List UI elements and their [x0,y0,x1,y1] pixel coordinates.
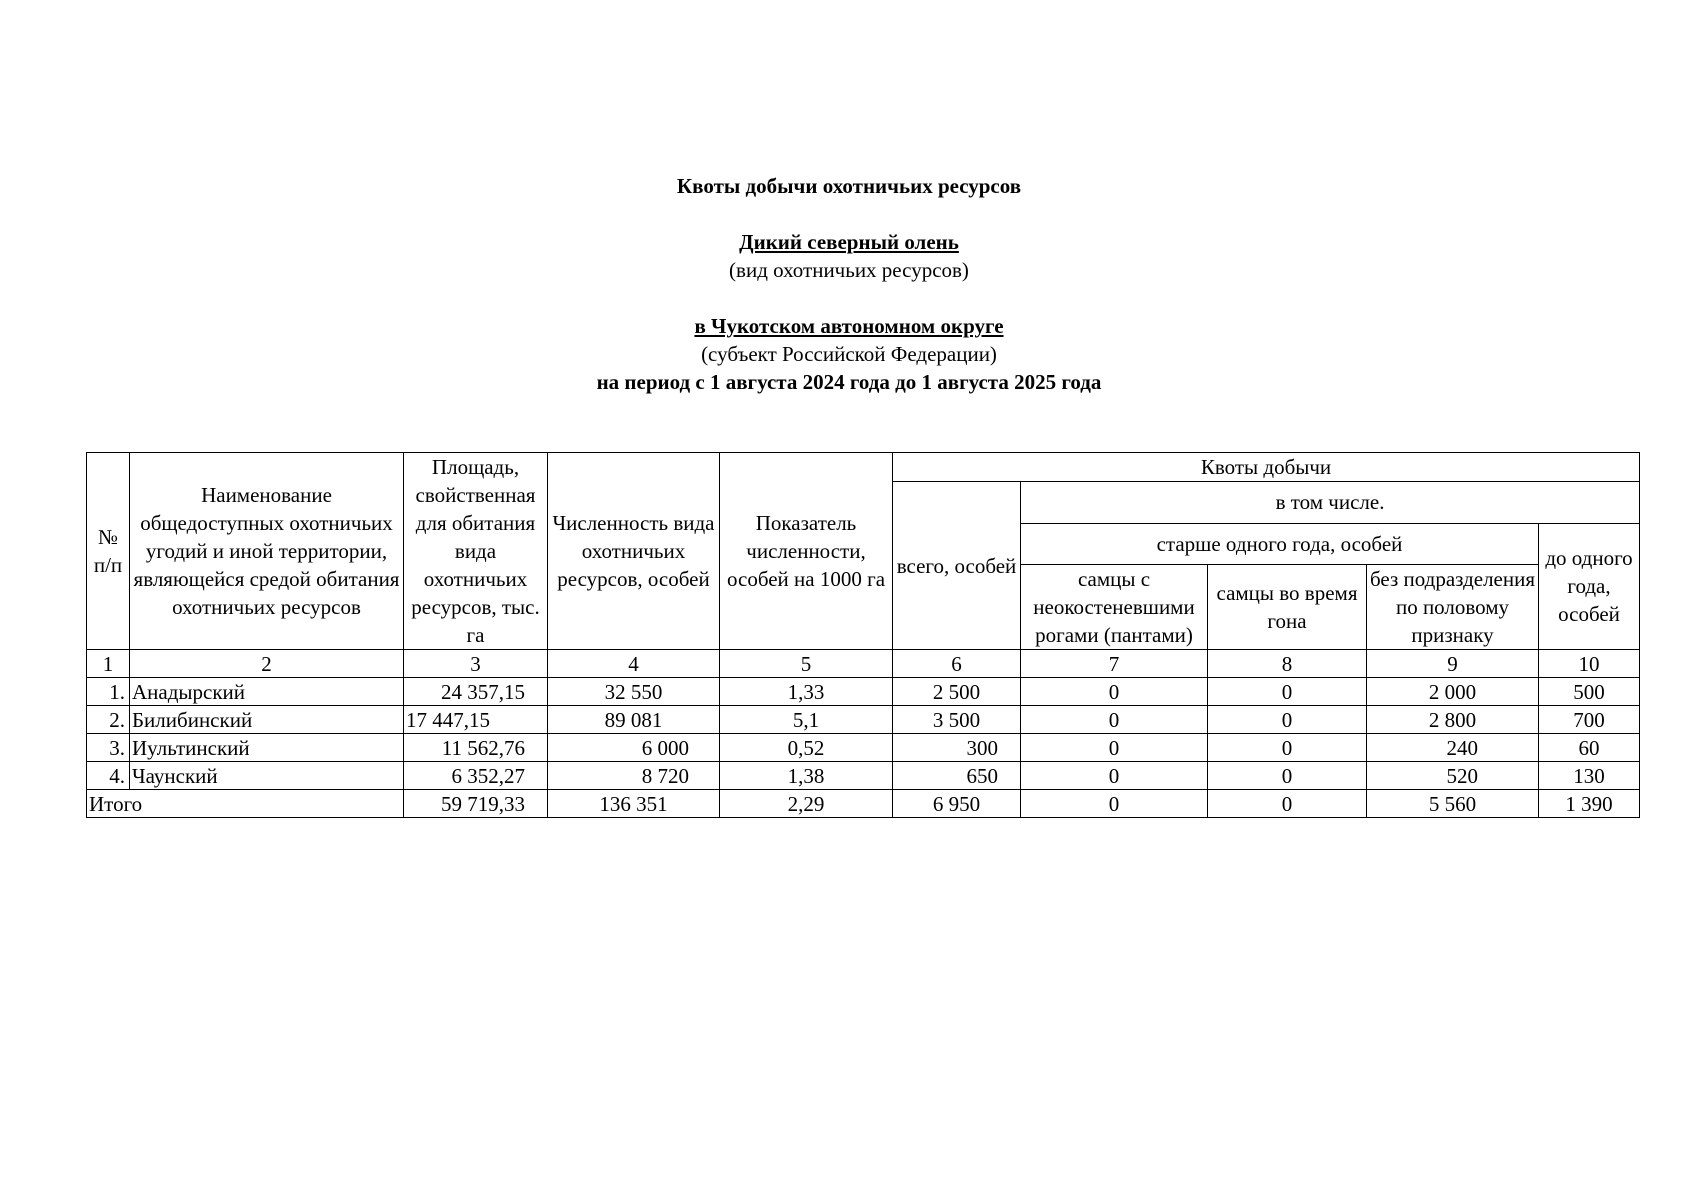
header-males-rut: самцы во время гона [1208,565,1367,650]
header-no-sex: без подразделения по половому признаку [1367,565,1539,650]
total-males-antlers: 0 [1021,790,1208,818]
row-under-one: 60 [1539,734,1640,762]
table-row [87,706,1640,734]
total-density: 2,29 [720,790,893,818]
row-num: 2. [87,706,130,734]
document-title: Квоты добычи охотничьих ресурсов [676,174,1022,198]
row-no-sex: 240 [1367,734,1539,762]
row-males-rut: 0 [1208,678,1367,706]
column-number: 8 [1208,650,1367,678]
row-area: 11 562,76 [404,734,548,762]
row-males-antlers: 0 [1021,734,1208,762]
row-name: Билибинский [130,706,404,734]
total-area: 59 719,33 [404,790,548,818]
header-quotas: Квоты добычи [893,453,1640,482]
row-males-rut: 0 [1208,706,1367,734]
row-density: 1,38 [720,762,893,790]
row-population: 6 000 [548,734,720,762]
row-males-antlers: 0 [1021,678,1208,706]
region-name: в Чукотском автономном округе [694,314,1004,338]
row-density: 0,52 [720,734,893,762]
row-num: 3. [87,734,130,762]
period-line: на период с 1 августа 2024 года до 1 августа 2025 года [596,370,1102,394]
row-total: 3 500 [893,706,1021,734]
row-males-antlers: 0 [1021,706,1208,734]
row-name: Чаунский [130,762,404,790]
column-number-row [87,650,1640,678]
species-name: Дикий северный олень [739,230,959,254]
table-row [87,762,1640,790]
row-name: Анадырский [130,678,404,706]
row-num: 1. [87,678,130,706]
document-header [0,172,1698,396]
row-density: 5,1 [720,706,893,734]
region-caption: (субъект Российской Федерации) [701,342,997,366]
row-area: 17 447,15 [404,706,548,734]
column-number: 3 [404,650,548,678]
header-under-one: до одного года, особей [1539,523,1640,650]
total-label: Итого [87,790,404,818]
column-number: 5 [720,650,893,678]
row-population: 89 081 [548,706,720,734]
row-males-rut: 0 [1208,734,1367,762]
row-no-sex: 520 [1367,762,1539,790]
row-area: 24 357,15 [404,678,548,706]
column-number: 9 [1367,650,1539,678]
header-males-antlers: самцы с неокостеневшими рогами (пантами) [1021,565,1208,650]
total-males-rut: 0 [1208,790,1367,818]
row-no-sex: 2 800 [1367,706,1539,734]
row-males-antlers: 0 [1021,762,1208,790]
row-total: 300 [893,734,1021,762]
total-population: 136 351 [548,790,720,818]
total-under-one: 1 390 [1539,790,1640,818]
row-under-one: 500 [1539,678,1640,706]
column-number: 6 [893,650,1021,678]
row-total: 650 [893,762,1021,790]
row-males-rut: 0 [1208,762,1367,790]
row-area: 6 352,27 [404,762,548,790]
row-num: 4. [87,762,130,790]
header-including: в том числе. [1021,482,1640,524]
column-number: 1 [87,650,130,678]
column-number: 4 [548,650,720,678]
total-no-sex: 5 560 [1367,790,1539,818]
header-older: старше одного года, особей [1021,523,1539,565]
species-caption: (вид охотничьих ресурсов) [729,258,969,282]
total-total: 6 950 [893,790,1021,818]
header-density: Показатель численности, особей на 1000 га [720,453,893,650]
quota-table [86,452,1640,818]
row-population: 32 550 [548,678,720,706]
column-number: 10 [1539,650,1640,678]
header-area: Площадь, свойственная для обитания вида охотничьих ресурсов, тыс. га [404,453,548,650]
row-no-sex: 2 000 [1367,678,1539,706]
column-number: 2 [130,650,404,678]
row-under-one: 700 [1539,706,1640,734]
header-num: № п/п [87,453,130,650]
header-total: всего, особей [893,482,1021,650]
row-under-one: 130 [1539,762,1640,790]
column-number: 7 [1021,650,1208,678]
header-population: Численность вида охотничьих ресурсов, особей [548,453,720,650]
table-row [87,678,1640,706]
table-row [87,734,1640,762]
row-total: 2 500 [893,678,1021,706]
header-name: Наименование общедоступных охотничьих угодий и иной территории, являющейся средой обитания охотничьих ресурсов [130,453,404,650]
row-population: 8 720 [548,762,720,790]
row-name: Иультинский [130,734,404,762]
total-row [87,790,1640,818]
row-density: 1,33 [720,678,893,706]
